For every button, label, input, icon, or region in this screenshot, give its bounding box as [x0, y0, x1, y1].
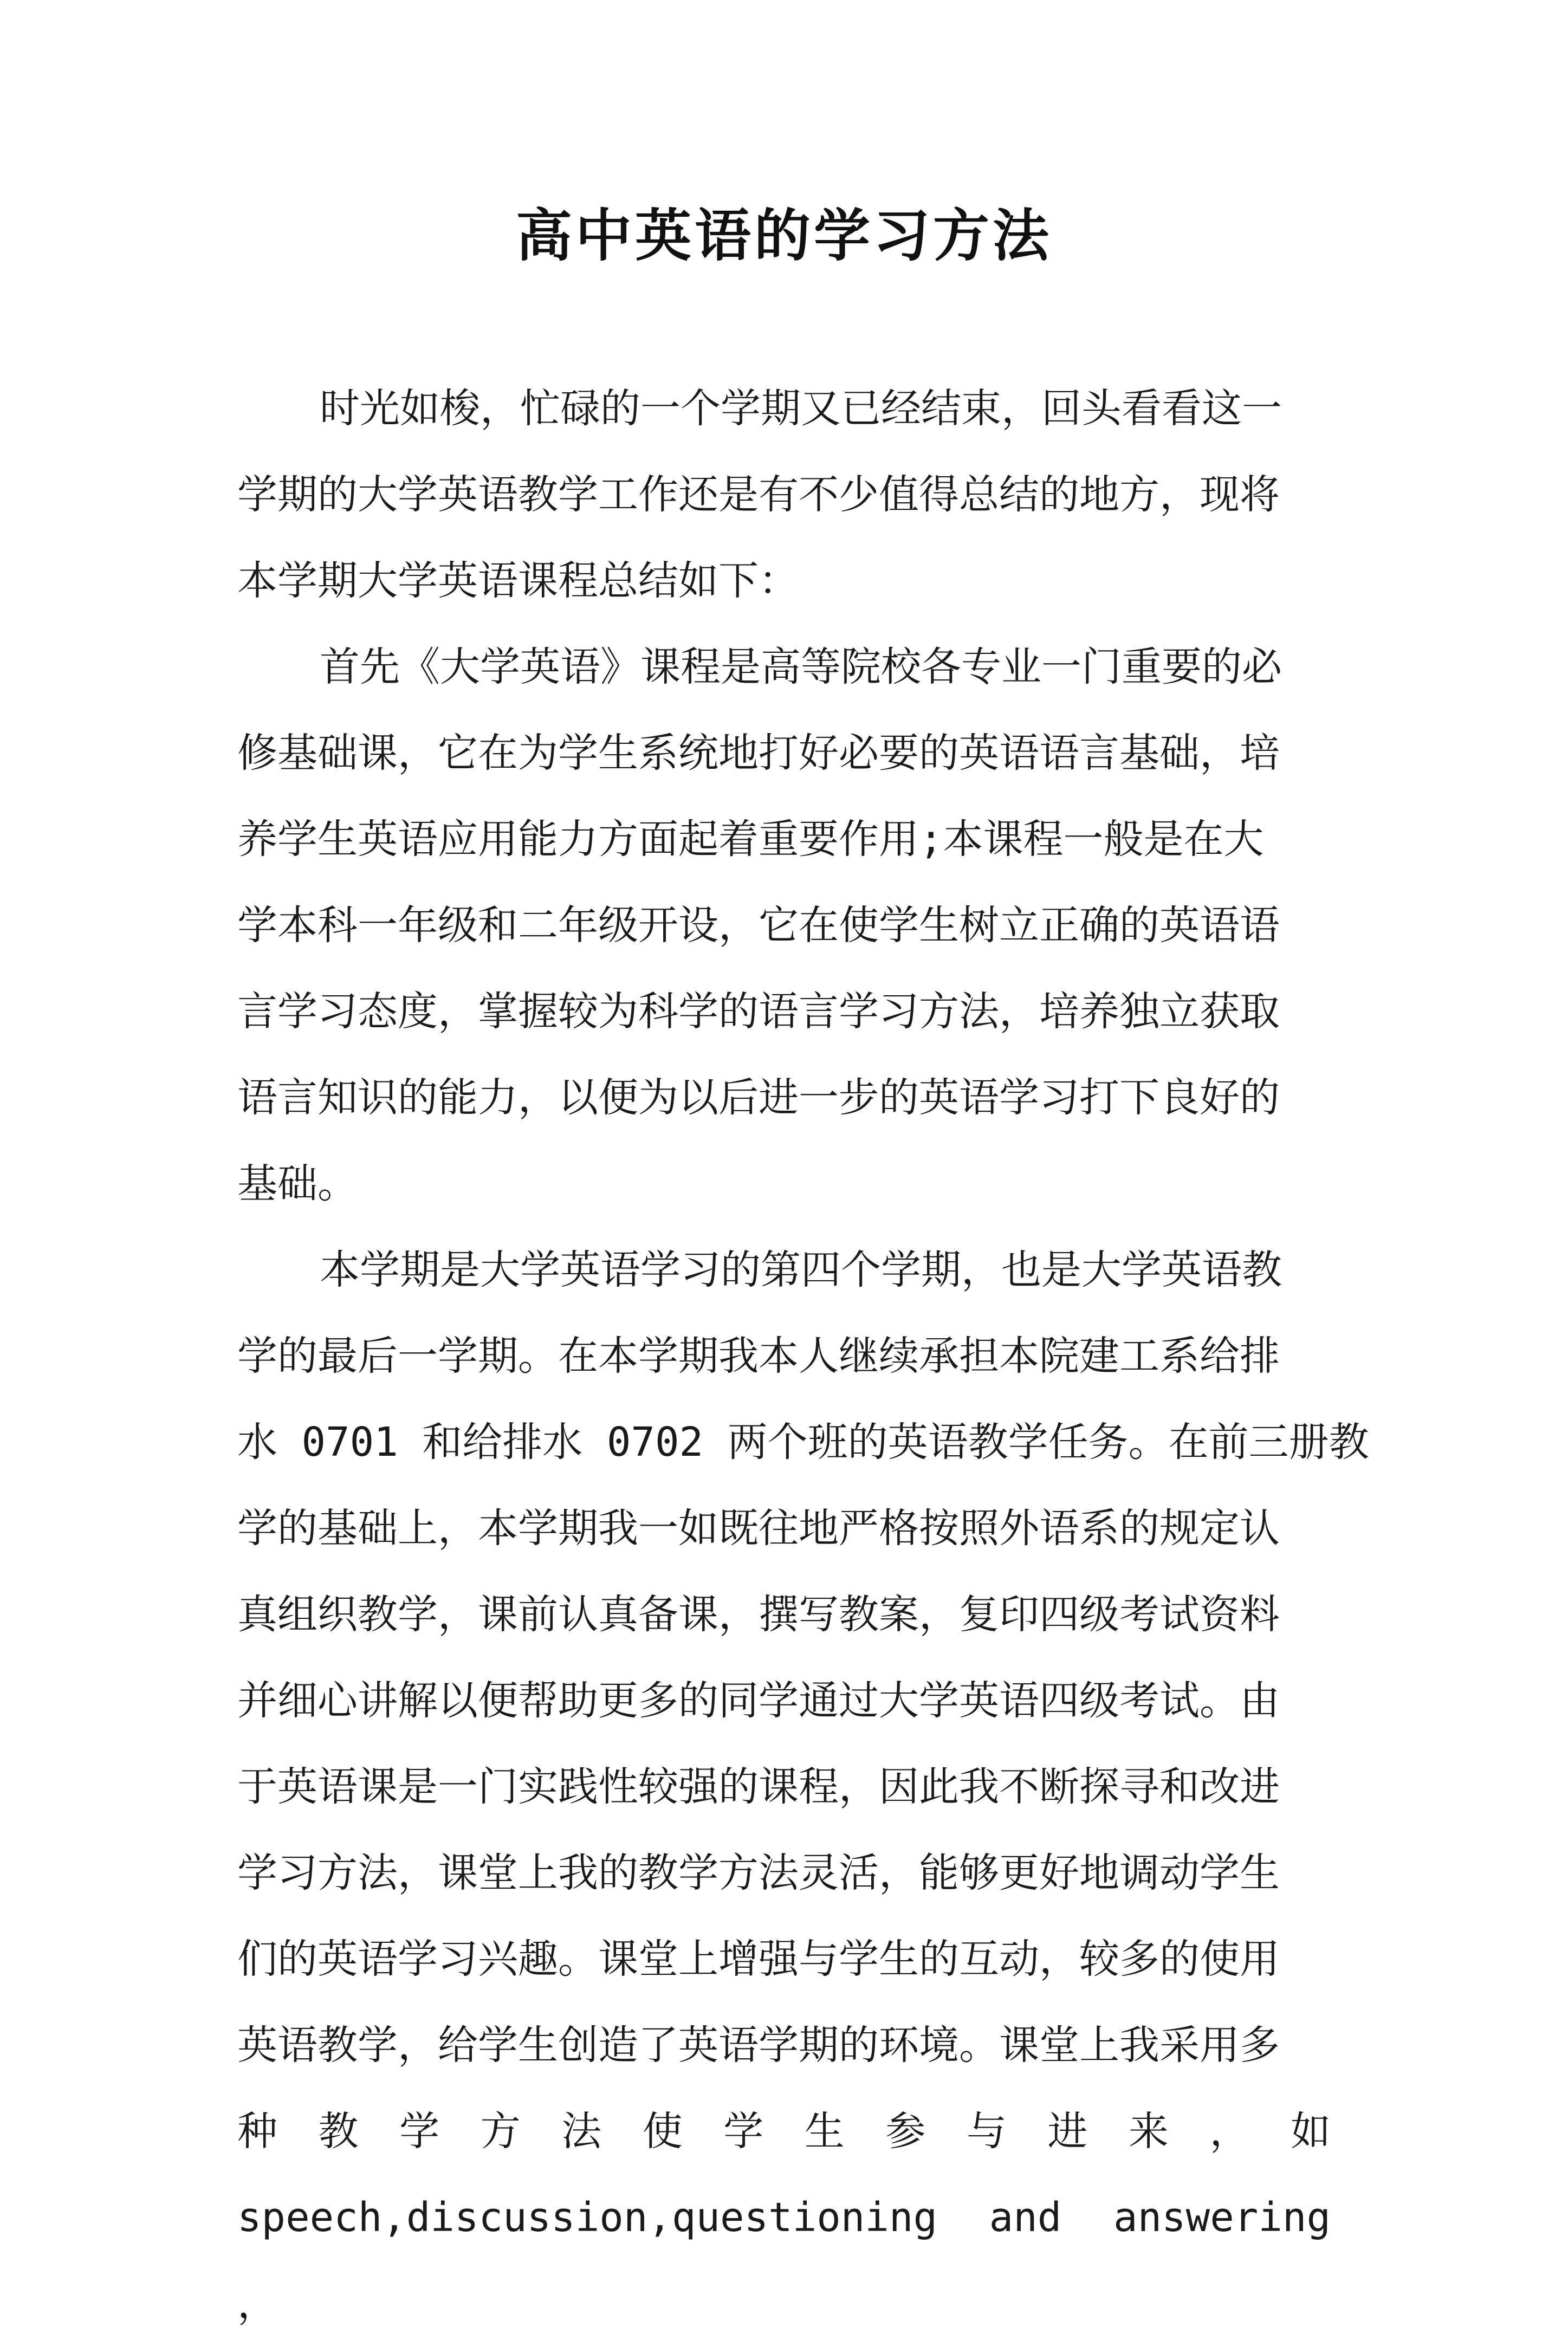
text-line: 言学习态度，掌握较为科学的语言学习方法，培养独立获取 — [237, 988, 1280, 1035]
text-line: speech,discussion,questioning and answering ， — [237, 2194, 1331, 2327]
text-line: 时光如梭，忙碌的一个学期又已经结束，回头看看这一 — [320, 385, 1282, 432]
text-line: 并细心讲解以便帮助更多的同学通过大学英语四级考试。由 — [237, 1677, 1280, 1724]
text-line: 学习方法，课堂上我的教学方法灵活，能够更好地调动学生 — [237, 1850, 1280, 1896]
text-line: 学期的大学英语教学工作还是有不少值得总结的地方，现将 — [237, 471, 1280, 518]
text-line: 学本科一年级和二年级开设，它在使学生树立正确的英语语 — [237, 902, 1280, 949]
text-line: 英语教学，给学生创造了英语学期的环境。课堂上我采用多 — [237, 2022, 1280, 2069]
document-title: 高中英语的学习方法 — [515, 202, 1052, 269]
text-line: 水 0701 和给排水 0702 两个班的英语教学任务。在前三册教 — [237, 1419, 1369, 1466]
text-line: 本学期是大学英语学习的第四个学期，也是大学英语教 — [320, 1247, 1282, 1293]
text-line: 本学期大学英语课程总结如下： — [237, 557, 799, 604]
text-line: 学的基础上，本学期我一如既往地严格按照外语系的规定认 — [237, 1505, 1280, 1552]
text-line: 基础。 — [237, 1160, 358, 1207]
text-line: 首先《大学英语》课程是高等院校各专业一门重要的必 — [320, 644, 1282, 690]
text-line: 种 教 学 方 法 使 学 生 参 与 进 来 ， 如 — [237, 2108, 1331, 2155]
text-line: 们的英语学习兴趣。课堂上增强与学生的互动，较多的使用 — [237, 1936, 1280, 1982]
document-body — [237, 366, 1369, 2327]
text-line: 于英语课是一门实践性较强的课程，因此我不断探寻和改进 — [237, 1764, 1280, 1810]
text-line: 语言知识的能力，以便为以后进一步的英语学习打下良好的 — [237, 1074, 1280, 1121]
text-line: 真组织教学，课前认真备课，撰写教案，复印四级考试资料 — [237, 1591, 1280, 1638]
text-line: 养学生英语应用能力方面起着重要作用;本课程一般是在大 — [237, 816, 1264, 863]
text-line: 修基础课，它在为学生系统地打好必要的英语语言基础，培 — [237, 730, 1280, 776]
text-line: 学的最后一学期。在本学期我本人继续承担本院建工系给排 — [237, 1333, 1280, 1379]
